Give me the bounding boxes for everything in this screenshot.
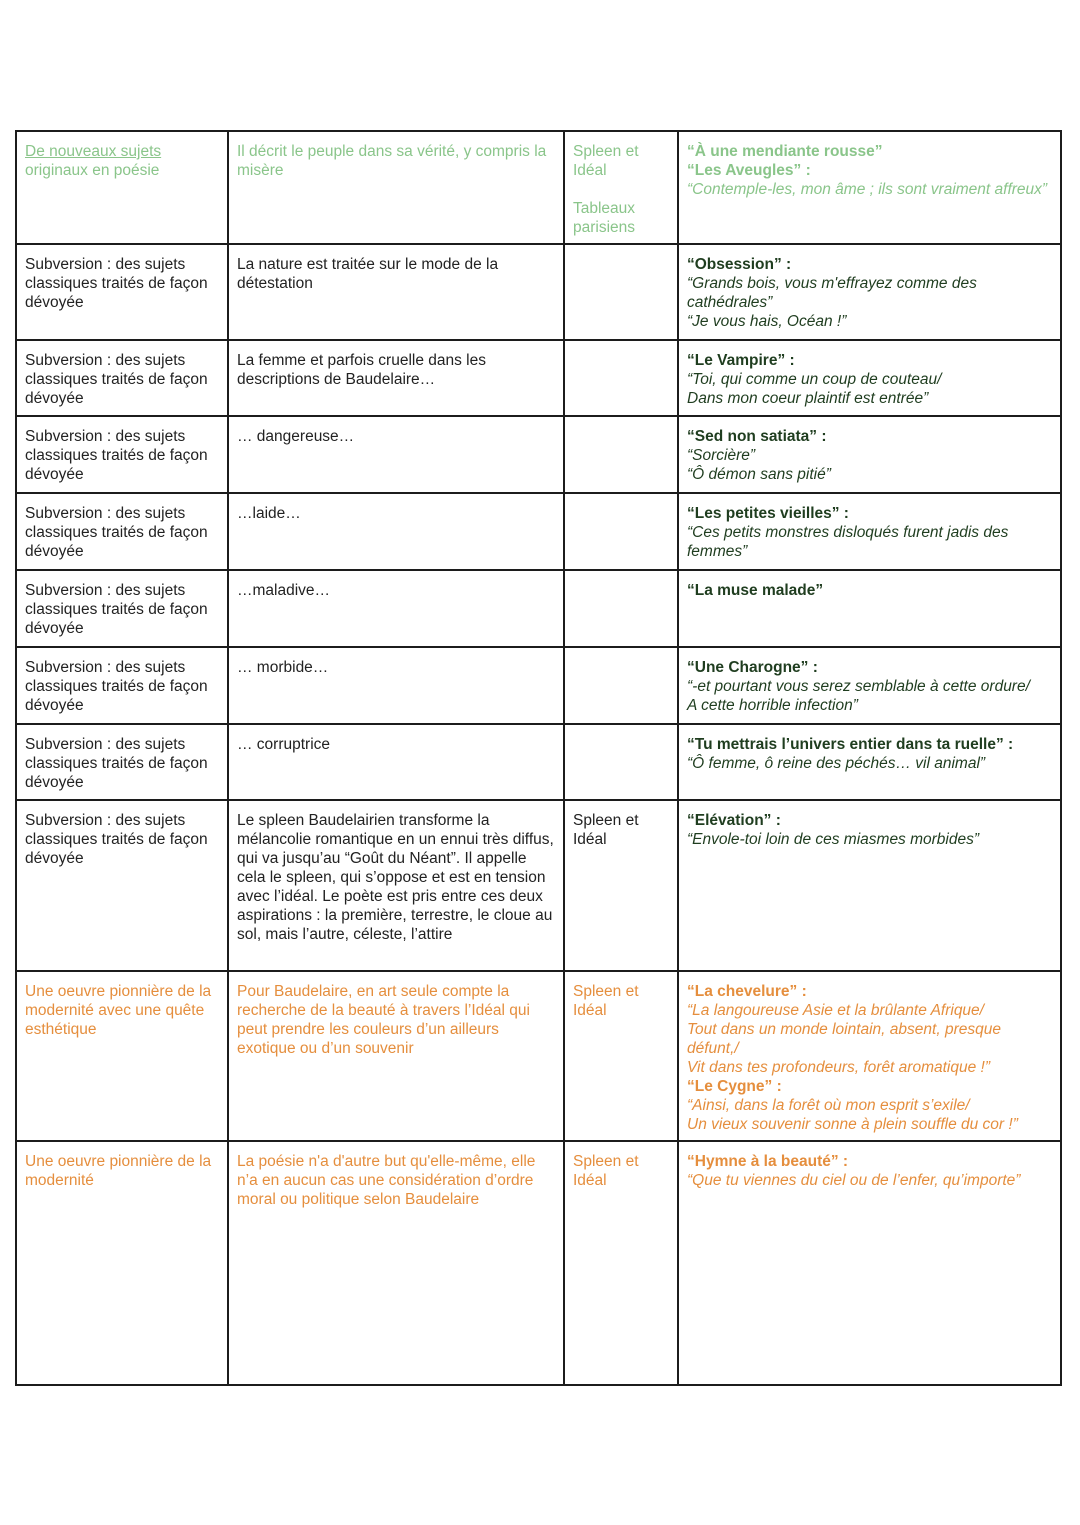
- explanation-cell: [228, 971, 564, 1141]
- table-row: [16, 724, 1061, 800]
- section-cell: [564, 244, 678, 340]
- poem-title: “À une mendiante rousse”: [687, 143, 883, 160]
- poem-quote-3: Vit dans tes profondeurs, forêt aromatique !”: [687, 1059, 990, 1076]
- section-text: Spleen et Idéal: [573, 143, 639, 179]
- table-row: [16, 800, 1061, 971]
- poem-quote-2: Dans mon coeur plaintif est entrée”: [687, 390, 929, 407]
- poem-quote: “Ces petits monstres disloqués furent jadis des femmes”: [687, 524, 1009, 560]
- explanation-text: La femme et parfois cruelle dans les descriptions de Baudelaire…: [237, 352, 486, 388]
- poem-quote: “Sorcière”: [687, 447, 756, 464]
- example-cell: [678, 724, 1061, 800]
- section-cell: [564, 971, 678, 1141]
- theme-cell: [16, 416, 228, 493]
- section-cell: [564, 416, 678, 493]
- theme-cell: [16, 131, 228, 244]
- section-cell: [564, 1141, 678, 1385]
- poem-quote: “Toi, qui comme un coup de couteau/: [687, 371, 942, 388]
- example-cell: [678, 800, 1061, 971]
- example-cell: [678, 1141, 1061, 1385]
- table-row: [16, 131, 1061, 244]
- table-row: [16, 493, 1061, 570]
- theme-cell: [16, 800, 228, 971]
- poem-quote-2: A cette horrible infection”: [687, 697, 858, 714]
- theme-text: Subversion : des sujets classiques traités de façon dévoyée: [25, 812, 208, 867]
- table-row: [16, 340, 1061, 416]
- theme-text: Subversion : des sujets classiques traités de façon dévoyée: [25, 582, 208, 637]
- explanation-text: …laide…: [237, 505, 301, 522]
- poem-title: “Les petites vieilles” :: [687, 505, 849, 522]
- example-cell: [678, 340, 1061, 416]
- poem-quote: “Grands bois, vous m'effrayez comme des cathédrales”: [687, 275, 977, 311]
- section-text-2: Tableaux parisiens: [573, 200, 636, 236]
- explanation-cell: [228, 416, 564, 493]
- poem-title: “Obsession” :: [687, 256, 792, 273]
- theme-cell: [16, 570, 228, 647]
- theme-text: originaux en poésie: [25, 162, 160, 179]
- example-cell: [678, 493, 1061, 570]
- poem-title: “Une Charogne” :: [687, 659, 818, 676]
- table-row: [16, 971, 1061, 1141]
- explanation-cell: [228, 131, 564, 244]
- explanation-text: La poésie n'a d'autre but qu'elle-même, elle n’a en aucun cas une considération d’ordre moral ou politique selon Baudelaire: [237, 1153, 536, 1208]
- poem-quote: “Contemple-les, mon âme ; ils sont vraiment affreux”: [687, 181, 1048, 198]
- table-row: [16, 244, 1061, 340]
- poem-quote-2: “Ô démon sans pitié”: [687, 466, 831, 483]
- explanation-text: …maladive…: [237, 582, 331, 599]
- poem-quote: “Que tu viennes du ciel ou de l’enfer, qu’importe”: [687, 1172, 1021, 1189]
- explanation-text: Pour Baudelaire, en art seule compte la recherche de la beauté à travers l’Idéal qui peut prendre les couleurs d’un ailleurs exotique ou d’un souvenir: [237, 983, 530, 1057]
- theme-text: Subversion : des sujets classiques traités de façon dévoyée: [25, 505, 208, 560]
- explanation-cell: [228, 570, 564, 647]
- section-text: Spleen et Idéal: [573, 812, 639, 848]
- poem-quote: “Envole-toi loin de ces miasmes morbides”: [687, 831, 980, 848]
- poem-title: “Le Vampire” :: [687, 352, 795, 369]
- notes-table: [15, 130, 1062, 1386]
- theme-cell: [16, 1141, 228, 1385]
- theme-cell: [16, 340, 228, 416]
- poem-title: “La chevelure” :: [687, 983, 807, 1000]
- explanation-cell: [228, 724, 564, 800]
- section-cell: [564, 724, 678, 800]
- example-cell: [678, 971, 1061, 1141]
- poem-quote: “La langoureuse Asie et la brûlante Afrique/: [687, 1002, 984, 1019]
- example-cell: [678, 647, 1061, 724]
- explanation-text: … morbide…: [237, 659, 329, 676]
- section-cell: [564, 340, 678, 416]
- explanation-text: Il décrit le peuple dans sa vérité, y compris la misère: [237, 143, 547, 179]
- section-cell: [564, 131, 678, 244]
- explanation-text: Le spleen Baudelairien transforme la mélancolie romantique en un ennui très diffus, qui va jusqu’au “Goût du Néant”. Il appelle cela le spleen, qui s’oppose et est en tension avec l’idéal. Le poète est pris entre ces deux aspirations : la première, terrestre, le cloue au sol, mais l’autre, céleste, l’attire: [237, 812, 554, 943]
- poem-quote-4: “Ainsi, dans la forêt où mon esprit s’exile/: [687, 1097, 970, 1114]
- poem-quote-5: Un vieux souvenir sonne à plein souffle du cor !”: [687, 1116, 1018, 1133]
- theme-text: Subversion : des sujets classiques traités de façon dévoyée: [25, 659, 208, 714]
- poem-title-2: “Les Aveugles” :: [687, 162, 811, 179]
- explanation-cell: [228, 800, 564, 971]
- theme-text: Subversion : des sujets classiques traités de façon dévoyée: [25, 736, 208, 791]
- explanation-cell: [228, 493, 564, 570]
- table-row: [16, 570, 1061, 647]
- poem-title: “Hymne à la beauté” :: [687, 1153, 849, 1170]
- section-cell: [564, 647, 678, 724]
- theme-cell: [16, 493, 228, 570]
- theme-text: Subversion : des sujets classiques traités de façon dévoyée: [25, 256, 208, 311]
- explanation-cell: [228, 1141, 564, 1385]
- theme-text: Subversion : des sujets classiques traités de façon dévoyée: [25, 428, 208, 483]
- example-cell: [678, 570, 1061, 647]
- poem-title: “La muse malade”: [687, 582, 824, 599]
- explanation-cell: [228, 244, 564, 340]
- poem-quote: “-et pourtant vous serez semblable à cette ordure/: [687, 678, 1030, 695]
- explanation-cell: [228, 340, 564, 416]
- theme-link[interactable]: De nouveaux sujets: [25, 143, 162, 160]
- theme-cell: [16, 244, 228, 340]
- section-cell: [564, 570, 678, 647]
- theme-text: Une oeuvre pionnière de la modernité: [25, 1153, 212, 1189]
- theme-cell: [16, 971, 228, 1141]
- theme-text: Subversion : des sujets classiques traités de façon dévoyée: [25, 352, 208, 407]
- poem-title: “Sed non satiata” :: [687, 428, 827, 445]
- example-cell: [678, 131, 1061, 244]
- poem-title-2: “Le Cygne” :: [687, 1078, 782, 1095]
- explanation-text: … dangereuse…: [237, 428, 355, 445]
- explanation-text: La nature est traitée sur le mode de la détestation: [237, 256, 499, 292]
- table-row: [16, 647, 1061, 724]
- poem-quote-2: Tout dans un monde lointain, absent, presque défunt,/: [687, 1021, 1001, 1057]
- example-cell: [678, 244, 1061, 340]
- poem-quote-2: “Je vous hais, Océan !”: [687, 313, 847, 330]
- explanation-cell: [228, 647, 564, 724]
- section-text: Spleen et Idéal: [573, 983, 639, 1019]
- theme-text: Une oeuvre pionnière de la modernité avec une quête esthétique: [25, 983, 212, 1038]
- poem-title: “Tu mettrais l’univers entier dans ta ruelle” :: [687, 736, 1014, 753]
- theme-cell: [16, 647, 228, 724]
- table-row: [16, 1141, 1061, 1385]
- theme-cell: [16, 724, 228, 800]
- poem-title: “Elévation” :: [687, 812, 781, 829]
- example-cell: [678, 416, 1061, 493]
- section-text: Spleen et Idéal: [573, 1153, 639, 1189]
- section-cell: [564, 800, 678, 971]
- table-row: [16, 416, 1061, 493]
- explanation-text: … corruptrice: [237, 736, 331, 753]
- section-cell: [564, 493, 678, 570]
- poem-quote: “Ô femme, ô reine des péchés… vil animal”: [687, 755, 986, 772]
